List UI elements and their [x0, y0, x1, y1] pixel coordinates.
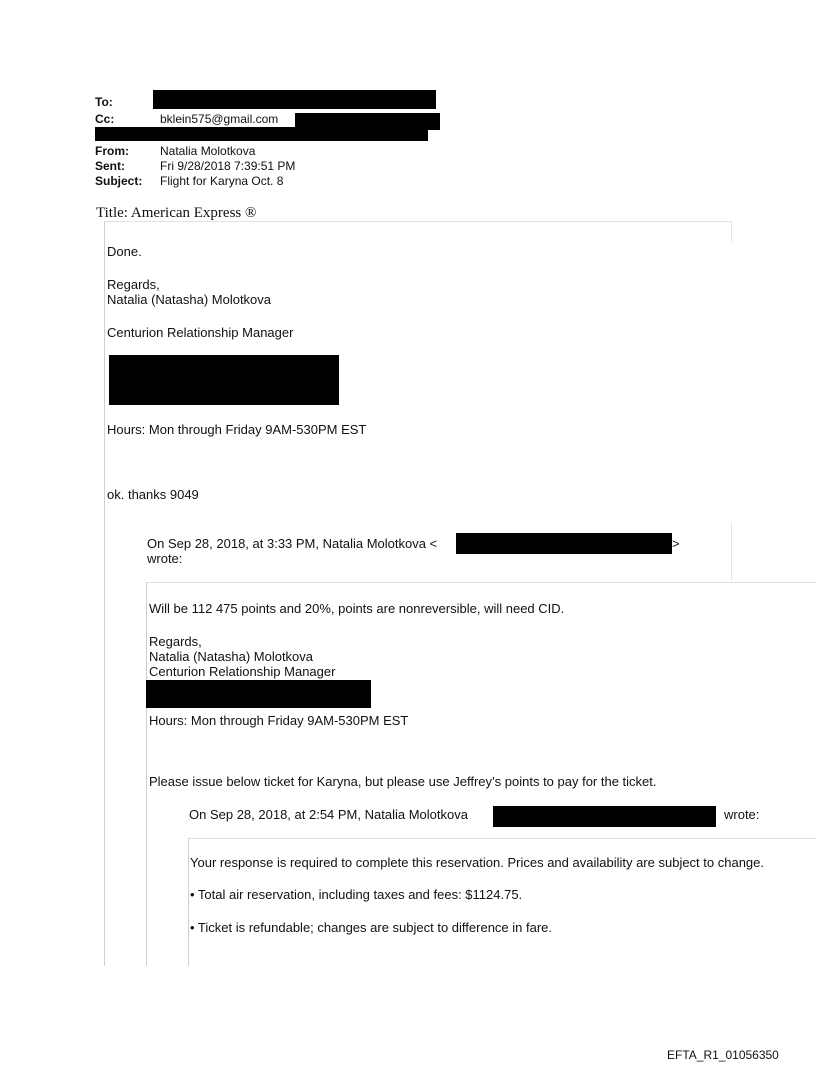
- sent-label: Sent:: [95, 159, 125, 173]
- frame-right-border-top: [731, 221, 732, 243]
- quote-regards: Regards,: [149, 634, 202, 649]
- frame-top-border: [104, 221, 732, 222]
- document-id: EFTA_R1_01056350: [667, 1048, 779, 1062]
- message-text: Done.: [107, 244, 142, 259]
- redaction-cc-line2: [95, 127, 428, 141]
- redaction-email-1: [456, 533, 672, 554]
- quote-signature-name: Natalia (Natasha) Molotkova: [149, 649, 314, 664]
- quote-hours: Hours: Mon through Friday 9AM-530PM EST: [149, 713, 409, 728]
- quote-2-body: Your response is required to complete this reservation. Prices and availability are subject to change.: [190, 855, 764, 870]
- signature-role: Centurion Relationship Manager: [107, 325, 294, 340]
- bullet-total: • Total air reservation, including taxes and fees: $1124.75.: [190, 887, 523, 902]
- redaction-email-2: [493, 806, 716, 827]
- quote-2-intro: On Sep 28, 2018, at 2:54 PM, Natalia Molotkova: [189, 807, 468, 822]
- quote-intro-line1: On Sep 28, 2018, at 3:33 PM, Natalia Molotkova <: [147, 536, 438, 551]
- bullet-refundable: • Ticket is refundable; changes are subject to difference in fare.: [190, 920, 553, 935]
- redaction-signature: [109, 355, 339, 405]
- redaction-to: [153, 90, 436, 109]
- title-line: Title: American Express ®: [96, 205, 257, 221]
- quote-2-intro-end: wrote:: [724, 807, 760, 822]
- hours-text: Hours: Mon through Friday 9AM-530PM EST: [107, 422, 367, 437]
- cc-label: Cc:: [95, 112, 115, 126]
- frame-left-border: [104, 221, 105, 966]
- quote-1-top-border: [146, 582, 816, 583]
- from-value: Natalia Molotkova: [160, 144, 256, 158]
- quote-1-left-border: [146, 582, 147, 966]
- reply-text: ok. thanks 9049: [107, 487, 199, 502]
- subject-value: Flight for Karyna Oct. 8: [160, 174, 284, 188]
- regards-text: Regards,: [107, 277, 160, 292]
- to-label: To:: [95, 95, 113, 109]
- quote-2-left-border: [188, 838, 189, 966]
- quote-intro-line2: wrote:: [147, 551, 183, 566]
- sent-value: Fri 9/28/2018 7:39:51 PM: [160, 159, 296, 173]
- quote-body: Will be 112 475 points and 20%, points are nonreversible, will need CID.: [149, 601, 565, 616]
- cc-value: bklein575@gmail.com: [160, 112, 279, 126]
- quote-signature-role: Centurion Relationship Manager: [149, 664, 336, 679]
- subject-label: Subject:: [95, 174, 143, 188]
- quote-right-border: [731, 522, 732, 580]
- from-label: From:: [95, 144, 129, 158]
- signature-name: Natalia (Natasha) Molotkova: [107, 292, 272, 307]
- quote-2-top-border: [188, 838, 816, 839]
- reply-2-text: Please issue below ticket for Karyna, but please use Jeffrey’s points to pay for the ticket.: [149, 774, 657, 789]
- redaction-quote-signature: [146, 680, 371, 708]
- quote-intro-gt: >: [672, 536, 680, 551]
